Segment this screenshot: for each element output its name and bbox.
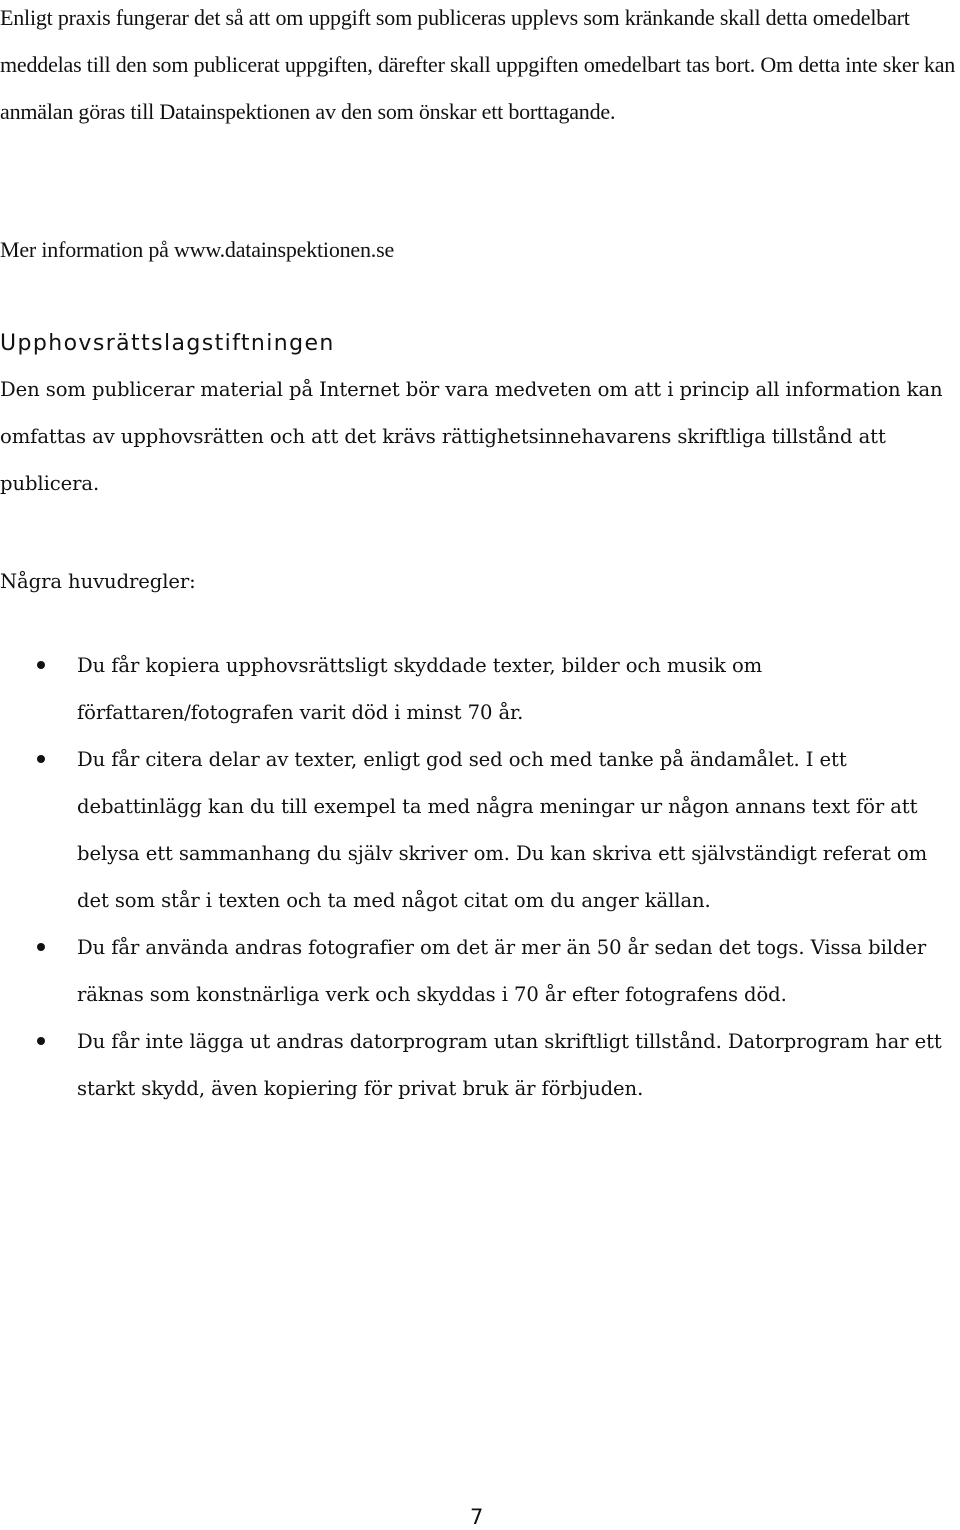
list-item [0,642,960,736]
rules-intro: Några huvudregler: [0,570,196,593]
list-item-text: Du får kopiera upphovsrättsligt skyddade texter, bilder och musik om författaren/fotografen varit död i minst 70 år. [77,654,763,724]
intro-paragraph: Enligt praxis fungerar det så att om uppgift som publiceras upplevs som kränkande skall detta omedelbart meddelas till den som publicerat uppgiften, därefter skall uppgiften omedelbart tas bort. Om detta inte sker kan anmälan göras till Datainspektionen av den som önskar ett borttagande. [0,5,956,124]
list-item [0,736,960,924]
list-item-text: Du får använda andras fotografier om det är mer än 50 år sedan det togs. Vissa bilder räknas som konstnärliga verk och skyddas i 70 år efter fotografens död. [77,936,927,1006]
bullet-dot-icon [37,943,45,951]
page-number: 7 [470,1505,484,1529]
list-item-text: Du får citera delar av texter, enligt god sed och med tanke på ändamålet. I ett debattinlägg kan du till exempel ta med några meningar ur någon annans text för att belysa ett sammanhang du själv skriver om. Du kan skriva ett självständigt referat om det som står i texten och ta med något citat om du anger källan. [77,748,928,912]
list-item [0,1018,960,1112]
list-item-text: Du får inte lägga ut andras datorprogram utan skriftligt tillstånd. Datorprogram har ett starkt skydd, även kopiering för privat bruk är förbjuden. [77,1030,942,1100]
rules-list [0,642,960,1112]
more-info-paragraph: Mer information på www.datainspektionen.se [0,237,395,262]
section-heading: Upphovsrättslagstiftningen [0,331,335,356]
bullet-dot-icon [37,1037,45,1045]
section-body-paragraph: Den som publicerar material på Internet bör vara medveten om att i princip all information kan omfattas av upphovsrätten och att det krävs rättighetsinnehavarens skriftliga tillstånd att publicera. [0,378,943,495]
bullet-dot-icon [37,755,45,763]
bullet-dot-icon [37,661,45,669]
list-item [0,924,960,1018]
